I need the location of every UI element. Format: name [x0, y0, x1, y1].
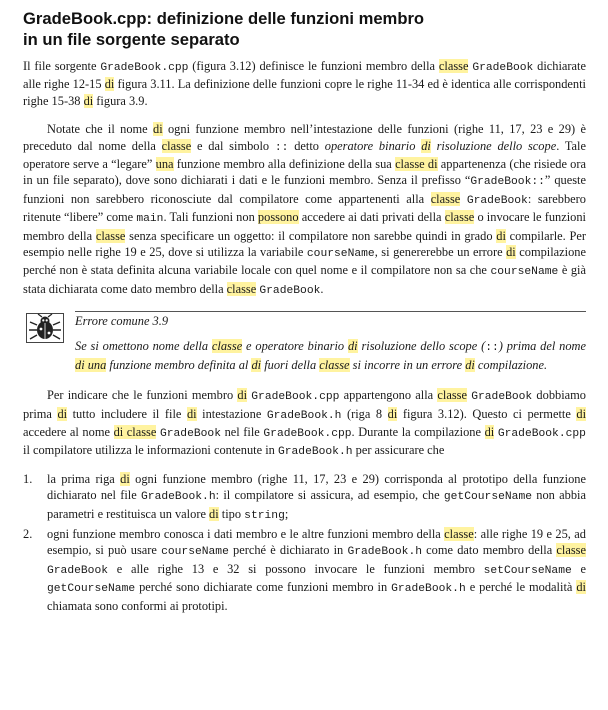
text: funzione membro alla definizione della sua: [173, 157, 396, 172]
code: courseName: [490, 266, 559, 279]
text: figura 3.12). Questo ci permette: [397, 406, 577, 421]
code: GradeBook.h: [347, 546, 423, 559]
highlight: classe: [438, 59, 469, 73]
highlight: classe: [556, 543, 587, 558]
text: . Tali funzioni non: [163, 210, 258, 225]
text: ” queste funzioni non sarebbero riconosciute dal compilatore come appartenenti alla: [23, 173, 586, 206]
code: GradeBook: [259, 284, 321, 297]
code: ::: [274, 141, 289, 154]
text: ogni funzione membro nell’intestazione delle funzioni (righe 11, 17, 23 e 29) è preceduto dal nome della: [23, 122, 586, 153]
text: (riga 8: [341, 406, 388, 421]
paragraph-2: [23, 121, 586, 299]
code: string: [244, 509, 285, 522]
highlight: classe: [95, 228, 126, 243]
italic-term: operatore binario: [324, 138, 422, 153]
text: nel file: [220, 424, 264, 439]
text: e alle righe 13 e 32 si possono invocare le funzioni membro: [108, 561, 484, 576]
text: e dal simbolo: [191, 138, 275, 153]
text: e: [571, 561, 586, 576]
page: [23, 8, 586, 616]
text: accedere ai dati privati della: [298, 210, 445, 225]
text: compilarle. Per esempio nelle righe 19 e 25, dove si utilizza la variabile: [23, 228, 586, 260]
text: si incorre in un errore: [349, 357, 466, 372]
text: come dato membro della: [422, 543, 557, 558]
highlight: di: [484, 424, 495, 439]
highlight: di una: [75, 357, 107, 372]
highlight: di: [83, 93, 94, 108]
code: courseName: [161, 546, 229, 559]
code: GradeBook: [159, 427, 221, 440]
highlight: classe: [211, 339, 243, 354]
text: : alle righe 19 e 25, ad esempio, si può usare: [47, 526, 586, 558]
italic-term: risoluzione dello scope: [436, 138, 557, 153]
text: : sarebbero ritenute “libere” come: [23, 191, 586, 225]
text: intestazione: [196, 406, 267, 421]
text: .: [320, 281, 324, 296]
code: GradeBook.cpp: [251, 391, 340, 404]
text: dichiarate alle righe 12-15: [23, 59, 586, 92]
text: compilazione.: [474, 357, 548, 372]
highlight: di: [496, 228, 506, 243]
highlight: di: [576, 580, 586, 595]
highlight: di: [387, 406, 398, 421]
highlight: classe: [319, 357, 350, 372]
error-title: Errore comune 3.9: [75, 314, 169, 329]
error-box-rule: [75, 311, 586, 312]
text: non abbia parametri e restituisca un valore: [47, 488, 586, 521]
text: (figura 3.12) definisce le funzioni membro della: [188, 59, 439, 73]
list-item: [23, 471, 586, 524]
common-error-box: [23, 311, 586, 373]
highlight: di: [576, 406, 587, 421]
text: funzione membro definita al: [106, 357, 252, 372]
code: GradeBook: [466, 194, 528, 207]
code: getCourseName: [47, 583, 136, 596]
code: ::: [485, 342, 499, 355]
highlight: classe: [437, 388, 467, 403]
text: la prima riga: [47, 471, 121, 486]
text: è già stata dichiarata come dato membro della: [23, 263, 586, 296]
text: . Tale operatore serve a “legare”: [23, 138, 586, 172]
text: : il compilatore si assicura, ad esempio, che: [215, 488, 444, 503]
text: senza specificare un oggetto: il compilatore non sarebbe quindi in grado: [125, 228, 497, 243]
text: fuori della: [261, 357, 320, 372]
code: courseName: [306, 248, 375, 261]
section-title: [23, 8, 586, 50]
text: risoluzione dello scope (: [357, 339, 486, 354]
highlight: di: [153, 122, 163, 137]
highlight: classe: [430, 191, 461, 206]
text: ) prima del nome: [498, 339, 587, 354]
highlight: di: [120, 471, 130, 486]
highlight: di: [104, 77, 115, 92]
code: GradeBook.h: [391, 583, 466, 596]
highlight: di: [347, 339, 358, 354]
code: GradeBook.h: [141, 491, 216, 504]
text: ogni funzione membro (righe 11, 17, 23 e 29) corrisponda al prototipo della funzione dichiarato nel file: [47, 471, 587, 503]
code: setCourseName: [483, 564, 572, 577]
code: GradeBook::: [470, 176, 545, 189]
text: Se si omettono nome della: [75, 339, 212, 354]
highlight: di: [421, 138, 431, 153]
highlight: di classe: [113, 424, 157, 439]
text: Per indicare che le funzioni membro: [47, 388, 238, 403]
text: e operatore binario: [242, 339, 348, 354]
list-number: 1.: [23, 471, 33, 486]
list-number: 2.: [23, 526, 33, 541]
text: ;: [284, 506, 289, 521]
text: o invocare le funzioni membro della: [23, 210, 586, 243]
text: e perché le modalità: [465, 580, 577, 595]
highlight: di: [506, 245, 516, 260]
highlight: di: [186, 406, 197, 421]
text: tutto includere il file: [67, 406, 187, 421]
highlight: classe: [444, 210, 475, 225]
text: , si genererebbe un errore: [374, 245, 507, 260]
code: GradeBook.cpp: [263, 427, 352, 440]
text: ogni funzione membro conosca i dati membro e le altre funzioni membro della: [47, 526, 445, 541]
text: . Durante la compilazione: [351, 424, 485, 439]
highlight: una: [155, 157, 174, 172]
code: GradeBook.h: [266, 409, 342, 422]
code: main: [136, 213, 164, 226]
highlight: classe: [226, 281, 257, 296]
text: appartengono alla: [339, 388, 438, 403]
text: accedere al nome: [23, 424, 114, 439]
numbered-list: [23, 471, 586, 614]
highlight: classe: [161, 138, 192, 153]
section-title-line1: GradeBook.cpp: definizione delle funzioni membro: [23, 9, 425, 28]
list-item: [23, 526, 586, 614]
text: figura 3.9.: [93, 93, 148, 108]
text: perché sono dichiarate come funzioni membro in: [135, 580, 392, 595]
error-body: [75, 338, 586, 373]
text: perché è dichiarato in: [228, 543, 348, 558]
paragraph-3: [23, 387, 586, 461]
text: tipo: [218, 506, 245, 521]
code: GradeBook.cpp: [497, 427, 586, 440]
text: Il file sorgente: [23, 59, 101, 73]
highlight: di: [209, 506, 219, 521]
paragraph-1: [23, 58, 586, 109]
section-title-line2: in un file sorgente separato: [23, 30, 240, 49]
highlight: di: [465, 357, 475, 372]
code: GradeBook: [472, 62, 534, 74]
text: appartenenza (che risiede ora in un file separato), dove sono dichiarati i dati e le funzioni membro. Senza il prefisso “: [23, 157, 586, 188]
bug-icon: [26, 313, 64, 343]
code: GradeBook: [47, 564, 109, 577]
text: Notate che il nome: [47, 122, 153, 137]
code: GradeBook.cpp: [100, 62, 189, 74]
text: il compilatore utilizza le informazioni contenute in: [23, 443, 278, 458]
code: GradeBook: [471, 391, 533, 404]
text: figura 3.11. La definizione delle funzioni copre le righe 11-34 ed è identica alle corrispondenti righe 15-38: [23, 77, 586, 108]
highlight: classe: [444, 526, 474, 541]
highlight: di: [57, 406, 68, 421]
text: detto: [288, 138, 325, 153]
text: per assicurare che: [352, 443, 445, 458]
code: getCourseName: [443, 491, 533, 504]
text: chiamata sono conformi ai prototipi.: [47, 598, 228, 613]
text: compilazione perché non è stata definita alcuna variabile locale con quel nome e il compilatore non sa che: [23, 245, 587, 278]
highlight: di: [237, 388, 248, 403]
code: GradeBook.h: [277, 446, 353, 459]
highlight: possono: [257, 210, 299, 225]
text: dobbiamo prima: [23, 388, 586, 421]
highlight: di: [251, 357, 262, 372]
highlight: classe di: [395, 157, 438, 172]
